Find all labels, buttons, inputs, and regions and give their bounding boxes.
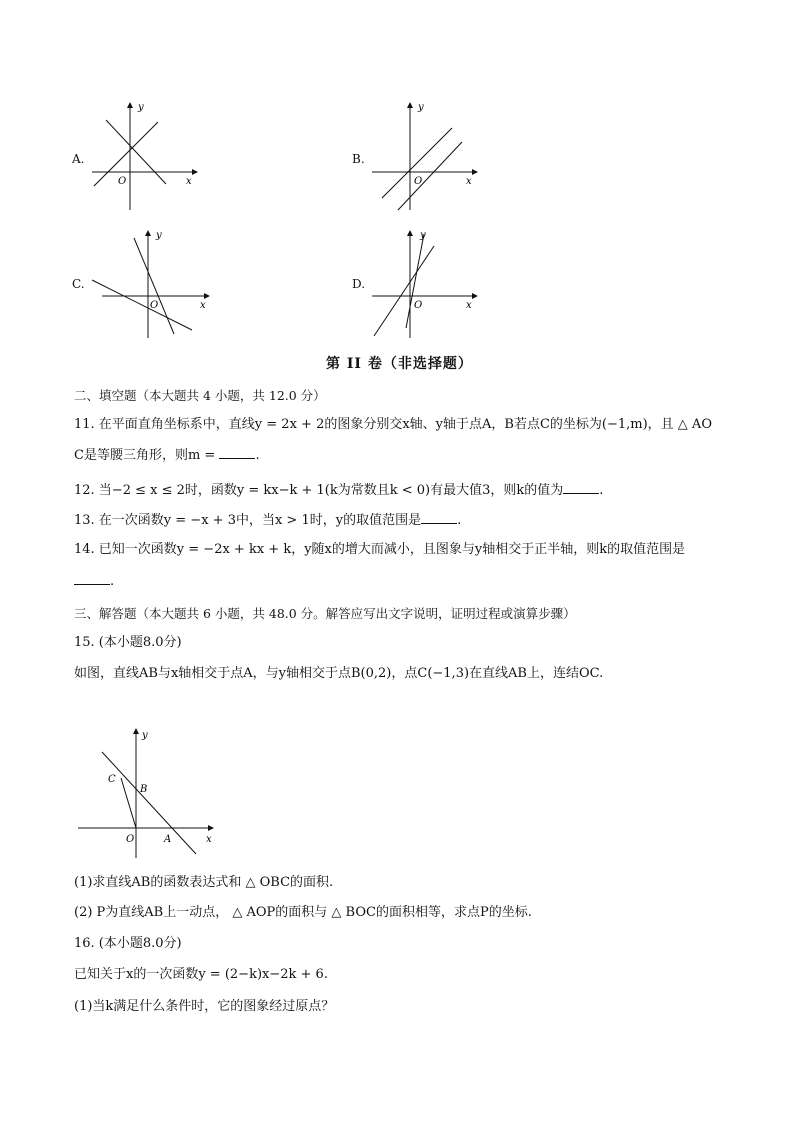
y-axis-label: y [418,102,424,113]
origin-label: O [150,300,159,311]
q15-sub2: (2) P为直线AB上一动点， △ AOP的面积与 △ BOC的面积相等，求点P的坐标. [74,905,532,920]
q16-text: 已知关于x的一次函数y = (2−k)x−2k + 6. [74,967,328,982]
option-c-label: C. [72,277,85,291]
option-b-graph [368,100,480,215]
q16-title: 16. (本小题8.0分) [74,936,182,951]
option-d-label: D. [352,277,366,291]
q14-period: . [110,574,115,589]
q13-period: . [457,513,462,528]
q14-line1: 14. 已知一次函数y = −2x + kx + k，y随x的增大而减小，且图象与y轴相交于正半轴，则k的取值范围是 [74,542,686,557]
q12-answer-blank[interactable] [563,481,599,494]
q11-line1: 11. 在平面直角坐标系中，直线y = 2x + 2的图象分别交x轴、y轴于点A，B若点C的坐标为(−1,m)，且 △ AO [74,417,712,432]
origin-label: O [126,834,135,845]
y-axis-label: y [156,230,162,241]
point-a-label: A [164,834,172,845]
q15-title: 15. (本小题8.0分) [74,635,182,650]
q11-answer-blank[interactable] [219,446,255,459]
q16-sub1: (1)当k满足什么条件时，它的图象经过原点？ [74,999,335,1014]
q12-period: . [599,483,604,498]
x-axis-label: x [466,300,472,311]
option-a-label: A. [72,152,85,166]
q13-text: 13. 在一次函数y = −x + 3中，当x > 1时，y的取值范围是 [74,513,422,528]
part3-heading: 三、解答题（本大题共 6 小题，共 48.0 分。解答应写出文字说明，证明过程或演算步骤） [74,606,576,621]
q11-text: C是等腰三角形，则m = [74,448,220,463]
origin-label: O [414,300,423,311]
origin-label: O [414,176,423,187]
q15-text: 如图，直线AB与x轴相交于点A，与y轴相交于点B(0,2)，点C(−1,3)在直线AB上，连结OC. [74,666,604,681]
q13-line [74,511,461,530]
option-a-graph [88,100,198,215]
q13-answer-blank[interactable] [421,511,457,524]
point-c-label: C [108,774,116,785]
section-title: 第 II 卷（非选择题） [326,356,473,372]
y-axis-label: y [420,230,426,241]
segment-oc [121,778,136,828]
x-axis-label: x [200,300,206,311]
point-b-label: B [140,784,148,795]
graph-line-2 [398,142,462,210]
option-d-graph [368,228,480,343]
x-axis-label: x [466,176,472,187]
graph-line-1 [374,246,434,336]
y-axis-label: y [138,102,144,113]
part2-heading: 二、填空题（本大题共 4 小题，共 12.0 分） [74,388,326,403]
q14-answer-blank[interactable] [74,572,110,585]
q15-figure [74,722,224,864]
x-axis-label: x [186,176,192,187]
option-b-label: B. [352,152,365,166]
graph-line-2 [106,120,166,184]
q11-line2 [74,446,260,465]
line-ab [102,752,196,854]
graph-line-1 [382,128,452,198]
y-axis-label: y [142,730,148,741]
option-c-graph [88,228,212,343]
graph-line-2 [406,234,424,328]
graph-line-1 [134,238,174,334]
q11-period: . [255,448,260,463]
x-axis-label: x [206,834,212,845]
q12-text: 12. 当−2 ≤ x ≤ 2时，函数y = kx−k + 1(k为常数且k < 0)有最大值3，则k的值为 [74,483,564,498]
graph-line-2 [92,280,192,330]
q15-sub1: (1)求直线AB的函数表达式和 △ OBC的面积. [74,875,334,890]
q14-line2 [74,572,114,591]
q12-line [74,481,603,500]
origin-label: O [118,176,127,187]
